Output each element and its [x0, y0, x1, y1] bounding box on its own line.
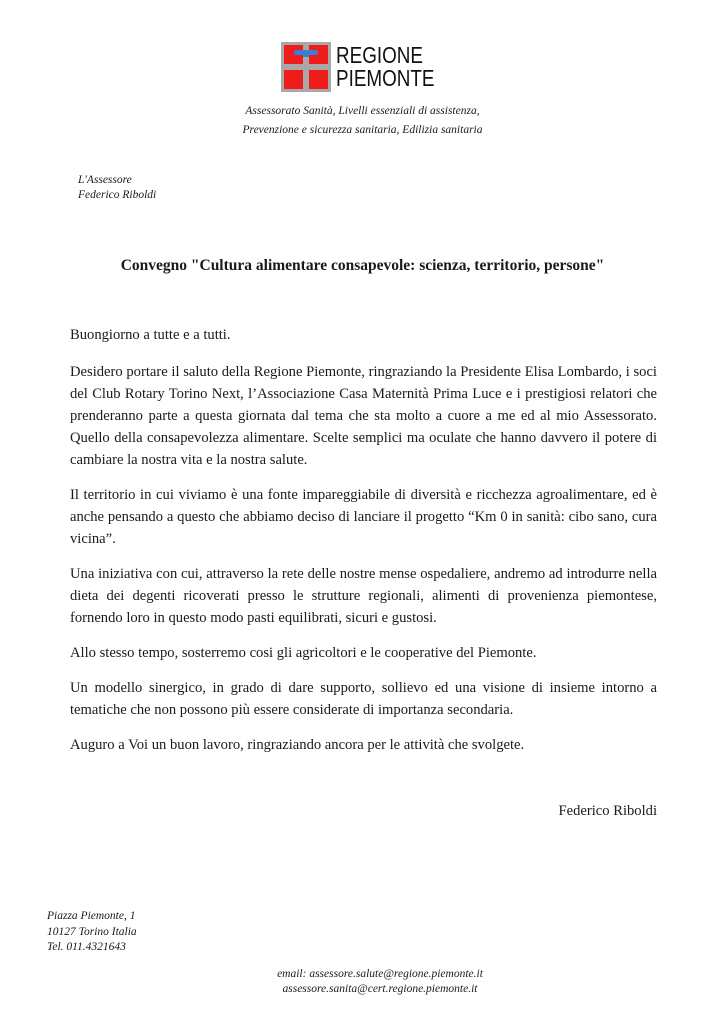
- sender-role: L'Assessore: [78, 174, 132, 186]
- paragraph: Auguro a Voi un buon lavoro, ringraziando ancora per le attività che svolgete.: [70, 737, 525, 753]
- logo-line-2: PIEMONTE: [336, 65, 435, 91]
- email-line-2[interactable]: assessore.sanita@cert.regione.piemonte.it: [282, 983, 478, 995]
- department-line-2: Prevenzione e sicurezza sanitaria, Edilizia sanitaria: [242, 124, 483, 136]
- email-line-1[interactable]: email: assessore.salute@regione.piemonte.it: [277, 968, 483, 980]
- footer-emails: [0, 967, 725, 997]
- paragraph: Una iniziativa con cui, attraverso la rete delle nostre mense ospedaliere, andremo ad introdurre nella dieta dei degenti ricoverati presso le strutture regionali, alimenti di provenienza piemontese, fornendo loro in questo modo pasti equilibrati, sicuri e gustosi.: [70, 566, 657, 626]
- department-line-1: Assessorato Sanità, Livelli essenziali di assistenza,: [245, 105, 480, 117]
- sender-block: [78, 173, 156, 203]
- paragraph: Un modello sinergico, in grado di dare supporto, sollievo ed una visione di insieme intorno a tematiche che non possono più essere considerate di importanza secondaria.: [70, 680, 657, 718]
- paragraph: Allo stesso tempo, sosterremo cosi gli agricoltori e le cooperative del Piemonte.: [70, 645, 537, 661]
- signature: Federico Riboldi: [558, 803, 657, 819]
- address-line-2: 10127 Torino Italia: [47, 925, 137, 938]
- sender-name: Federico Riboldi: [78, 189, 157, 201]
- department-heading: [0, 102, 725, 140]
- paragraph: Il territorio in cui viviamo è una fonte impareggiabile di diversità e ricchezza agroalimentare, ed è anche pensando a questo che abbiamo deciso di lanciare il progetto “Km 0 in sanità: cibo sano, cura vicina”.: [70, 487, 657, 547]
- regione-piemonte-shield-icon: [281, 42, 331, 92]
- logo-line-1: REGIONE: [336, 42, 423, 68]
- footer-address: [47, 909, 137, 956]
- document-title: Convegno "Cultura alimentare consapevole: scienza, territorio, persone": [120, 257, 605, 274]
- address-phone: Tel. 011.4321643: [47, 941, 126, 953]
- letter-body: [70, 324, 657, 769]
- paragraph: Buongiorno a tutte e a tutti.: [70, 327, 231, 343]
- paragraph: Desidero portare il saluto della Regione Piemonte, ringraziando la Presidente Elisa Lombardo, i soci del Club Rotary Torino Next, l’Associazione Casa Maternità Prima Luce e i prestigiosi relatori che prenderanno parte a questa giornata dal tema che sta molto a cuore a me ed al mio Assessorato. Quello della consapevolezza alimentare. Scelte semplici ma oculate che hanno davvero il potere di cambiare la nostra vita e la nostra salute.: [70, 364, 657, 468]
- regione-piemonte-logo: [281, 42, 456, 92]
- address-line-1: Piazza Piemonte, 1: [47, 910, 136, 922]
- logo-wordmark: [336, 44, 435, 90]
